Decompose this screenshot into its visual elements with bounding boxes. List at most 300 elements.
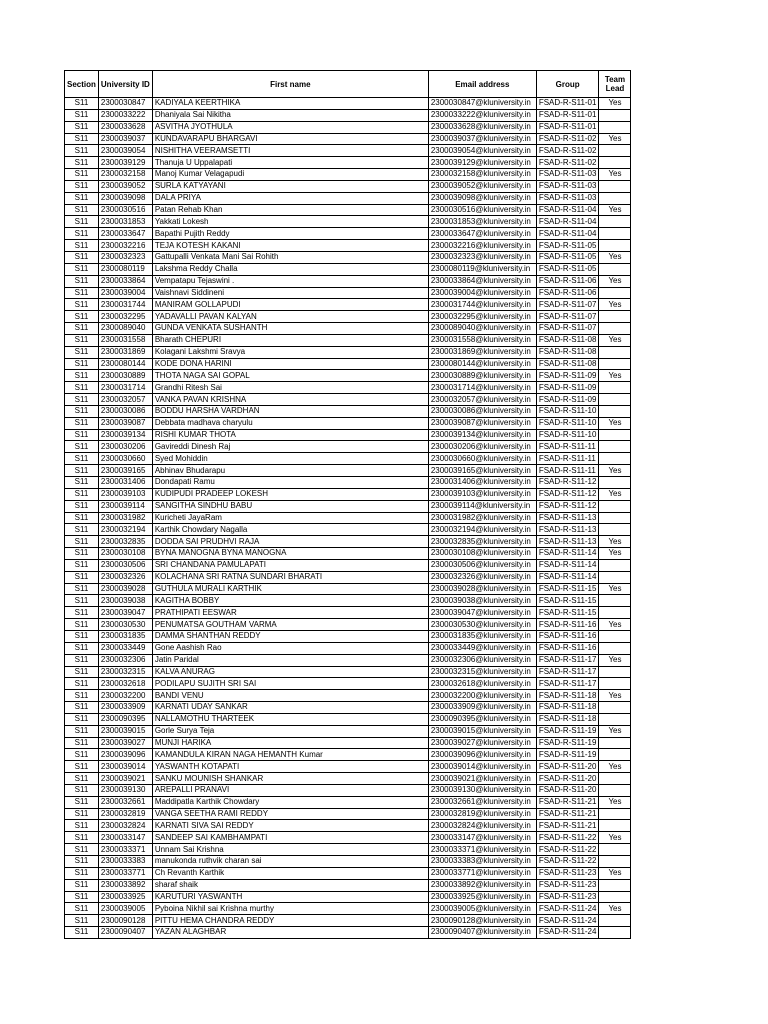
table-row	[65, 382, 631, 394]
cell-first-name: sharaf shaik	[152, 879, 428, 891]
table-row	[65, 263, 631, 275]
table-row	[65, 867, 631, 879]
cell-team-lead	[599, 773, 631, 785]
cell-group: FSAD-R-S11-17	[536, 654, 599, 666]
cell-first-name: Lakshma Reddy Challa	[152, 263, 428, 275]
cell-team-lead: Yes	[599, 204, 631, 216]
cell-team-lead	[599, 595, 631, 607]
cell-team-lead: Yes	[599, 334, 631, 346]
cell-team-lead	[599, 382, 631, 394]
cell-first-name: THOTA NAGA SAI GOPAL	[152, 370, 428, 382]
cell-first-name: Gorle Surya Teja	[152, 725, 428, 737]
cell-university-id: 2300039098	[98, 192, 152, 204]
cell-group: FSAD-R-S11-18	[536, 702, 599, 714]
cell-university-id: 2300039103	[98, 488, 152, 500]
table-row	[65, 441, 631, 453]
cell-section: S11	[65, 169, 99, 181]
table-row	[65, 559, 631, 571]
cell-group: FSAD-R-S11-07	[536, 311, 599, 323]
cell-first-name: Syed Mohiddin	[152, 453, 428, 465]
cell-section: S11	[65, 394, 99, 406]
cell-group: FSAD-R-S11-18	[536, 713, 599, 725]
cell-team-lead	[599, 358, 631, 370]
cell-section: S11	[65, 133, 99, 145]
cell-email: 2300031744@kluniversity.in	[428, 299, 536, 311]
cell-team-lead	[599, 323, 631, 335]
cell-university-id: 2300030530	[98, 619, 152, 631]
table-row	[65, 915, 631, 927]
cell-university-id: 2300030889	[98, 370, 152, 382]
cell-section: S11	[65, 548, 99, 560]
table-row	[65, 737, 631, 749]
table-row	[65, 879, 631, 891]
cell-first-name: GUNDA VENKATA SUSHANTH	[152, 323, 428, 335]
cell-university-id: 2300031869	[98, 346, 152, 358]
cell-university-id: 2300039096	[98, 749, 152, 761]
cell-section: S11	[65, 844, 99, 856]
cell-first-name: SURLA KATYAYANI	[152, 180, 428, 192]
cell-group: FSAD-R-S11-04	[536, 228, 599, 240]
cell-university-id: 2300033449	[98, 642, 152, 654]
cell-team-lead	[599, 240, 631, 252]
cell-first-name: KOLACHANA SRI RATNA SUNDARI BHARATI	[152, 571, 428, 583]
cell-email: 2300033383@kluniversity.in	[428, 856, 536, 868]
table-row	[65, 323, 631, 335]
cell-university-id: 2300033628	[98, 121, 152, 133]
table-row	[65, 749, 631, 761]
cell-first-name: Bapathi Pujith Reddy	[152, 228, 428, 240]
cell-section: S11	[65, 240, 99, 252]
cell-first-name: SANKU MOUNISH SHANKAR	[152, 773, 428, 785]
cell-team-lead	[599, 192, 631, 204]
cell-section: S11	[65, 275, 99, 287]
cell-first-name: Dondapati Ramu	[152, 477, 428, 489]
cell-university-id: 2300030506	[98, 559, 152, 571]
cell-group: FSAD-R-S11-15	[536, 595, 599, 607]
cell-group: FSAD-R-S11-01	[536, 121, 599, 133]
cell-university-id: 2300032200	[98, 690, 152, 702]
cell-section: S11	[65, 713, 99, 725]
cell-team-lead	[599, 109, 631, 121]
cell-group: FSAD-R-S11-08	[536, 358, 599, 370]
cell-section: S11	[65, 832, 99, 844]
cell-section: S11	[65, 488, 99, 500]
cell-email: 2300032216@kluniversity.in	[428, 240, 536, 252]
cell-group: FSAD-R-S11-06	[536, 275, 599, 287]
header-row	[65, 71, 631, 98]
cell-team-lead: Yes	[599, 903, 631, 915]
cell-team-lead	[599, 405, 631, 417]
cell-university-id: 2300032661	[98, 796, 152, 808]
table-row	[65, 524, 631, 536]
table-row	[65, 453, 631, 465]
cell-email: 2300030530@kluniversity.in	[428, 619, 536, 631]
cell-university-id: 2300039087	[98, 417, 152, 429]
table-row	[65, 275, 631, 287]
cell-section: S11	[65, 784, 99, 796]
cell-team-lead	[599, 820, 631, 832]
cell-section: S11	[65, 607, 99, 619]
cell-group: FSAD-R-S11-06	[536, 287, 599, 299]
table-row	[65, 927, 631, 939]
table-row	[65, 536, 631, 548]
cell-first-name: Karthik Chowdary Nagalla	[152, 524, 428, 536]
cell-group: FSAD-R-S11-22	[536, 844, 599, 856]
cell-section: S11	[65, 251, 99, 263]
cell-team-lead: Yes	[599, 832, 631, 844]
cell-section: S11	[65, 891, 99, 903]
cell-first-name: KAMANDULA KIRAN NAGA HEMANTH Kumar	[152, 749, 428, 761]
cell-first-name: RISHI KUMAR THOTA	[152, 429, 428, 441]
cell-team-lead	[599, 844, 631, 856]
cell-section: S11	[65, 773, 99, 785]
cell-university-id: 2300032158	[98, 169, 152, 181]
cell-first-name: Thanuja U Uppalapati	[152, 157, 428, 169]
cell-email: 2300039096@kluniversity.in	[428, 749, 536, 761]
cell-first-name: SANGITHA SINDHU BABU	[152, 500, 428, 512]
cell-team-lead	[599, 856, 631, 868]
cell-section: S11	[65, 571, 99, 583]
cell-university-id: 2300032315	[98, 666, 152, 678]
cell-group: FSAD-R-S11-15	[536, 607, 599, 619]
cell-section: S11	[65, 370, 99, 382]
cell-team-lead	[599, 121, 631, 133]
cell-team-lead	[599, 927, 631, 939]
cell-email: 2300039027@kluniversity.in	[428, 737, 536, 749]
table-row	[65, 145, 631, 157]
cell-group: FSAD-R-S11-10	[536, 417, 599, 429]
cell-email: 2300033371@kluniversity.in	[428, 844, 536, 856]
cell-group: FSAD-R-S11-20	[536, 773, 599, 785]
cell-first-name: DALA PRIYA	[152, 192, 428, 204]
cell-group: FSAD-R-S11-22	[536, 832, 599, 844]
cell-first-name: Gone Aashish Rao	[152, 642, 428, 654]
cell-university-id: 2300090407	[98, 927, 152, 939]
cell-university-id: 2300033892	[98, 879, 152, 891]
cell-university-id: 2300032824	[98, 820, 152, 832]
cell-university-id: 2300039027	[98, 737, 152, 749]
cell-team-lead	[599, 666, 631, 678]
cell-university-id: 2300089040	[98, 323, 152, 335]
cell-section: S11	[65, 559, 99, 571]
cell-section: S11	[65, 346, 99, 358]
header-email: Email address	[428, 71, 536, 98]
cell-section: S11	[65, 180, 99, 192]
cell-email: 2300030889@kluniversity.in	[428, 370, 536, 382]
cell-first-name: YADAVALLI PAVAN KALYAN	[152, 311, 428, 323]
cell-email: 2300033628@kluniversity.in	[428, 121, 536, 133]
table-row	[65, 784, 631, 796]
cell-email: 2300031714@kluniversity.in	[428, 382, 536, 394]
cell-section: S11	[65, 690, 99, 702]
table-row	[65, 844, 631, 856]
table-row	[65, 856, 631, 868]
table-row	[65, 311, 631, 323]
cell-first-name: KAGITHA BOBBY	[152, 595, 428, 607]
cell-email: 2300030086@kluniversity.in	[428, 405, 536, 417]
cell-email: 2300031853@kluniversity.in	[428, 216, 536, 228]
cell-university-id: 2300033925	[98, 891, 152, 903]
cell-first-name: GUTHULA MURALI KARTHIK	[152, 583, 428, 595]
cell-group: FSAD-R-S11-21	[536, 808, 599, 820]
cell-group: FSAD-R-S11-09	[536, 370, 599, 382]
cell-university-id: 2300039130	[98, 784, 152, 796]
cell-team-lead	[599, 157, 631, 169]
table-row	[65, 773, 631, 785]
cell-university-id: 2300039054	[98, 145, 152, 157]
table-row	[65, 417, 631, 429]
cell-group: FSAD-R-S11-03	[536, 169, 599, 181]
cell-email: 2300032819@kluniversity.in	[428, 808, 536, 820]
cell-email: 2300031835@kluniversity.in	[428, 630, 536, 642]
cell-first-name: AREPALLI PRANAVI	[152, 784, 428, 796]
table-row	[65, 630, 631, 642]
cell-first-name: YAZAN ALAGHBAR	[152, 927, 428, 939]
cell-group: FSAD-R-S11-09	[536, 382, 599, 394]
cell-university-id: 2300039014	[98, 761, 152, 773]
cell-university-id: 2300039004	[98, 287, 152, 299]
cell-first-name: Debbata madhava charyulu	[152, 417, 428, 429]
cell-first-name: Kuricheti JayaRam	[152, 512, 428, 524]
cell-first-name: VANKA PAVAN KRISHNA	[152, 394, 428, 406]
cell-team-lead	[599, 607, 631, 619]
cell-first-name: PRATHIPATI EESWAR	[152, 607, 428, 619]
cell-section: S11	[65, 109, 99, 121]
cell-team-lead: Yes	[599, 488, 631, 500]
cell-group: FSAD-R-S11-16	[536, 630, 599, 642]
cell-university-id: 2300032326	[98, 571, 152, 583]
cell-section: S11	[65, 654, 99, 666]
cell-email: 2300080144@kluniversity.in	[428, 358, 536, 370]
cell-email: 2300032661@kluniversity.in	[428, 796, 536, 808]
cell-university-id: 2300032618	[98, 678, 152, 690]
cell-section: S11	[65, 867, 99, 879]
table-row	[65, 642, 631, 654]
cell-university-id: 2300039015	[98, 725, 152, 737]
cell-first-name: NISHITHA VEERAMSETTI	[152, 145, 428, 157]
cell-university-id: 2300090395	[98, 713, 152, 725]
cell-section: S11	[65, 761, 99, 773]
cell-email: 2300030516@kluniversity.in	[428, 204, 536, 216]
cell-group: FSAD-R-S11-04	[536, 204, 599, 216]
cell-email: 2300031558@kluniversity.in	[428, 334, 536, 346]
cell-email: 2300039028@kluniversity.in	[428, 583, 536, 595]
cell-group: FSAD-R-S11-09	[536, 394, 599, 406]
cell-university-id: 2300039047	[98, 607, 152, 619]
cell-team-lead	[599, 749, 631, 761]
cell-group: FSAD-R-S11-17	[536, 666, 599, 678]
table-row	[65, 725, 631, 737]
cell-section: S11	[65, 630, 99, 642]
cell-section: S11	[65, 619, 99, 631]
cell-first-name: Abhinav Bhudarapu	[152, 465, 428, 477]
cell-team-lead: Yes	[599, 725, 631, 737]
cell-university-id: 2300033647	[98, 228, 152, 240]
cell-team-lead	[599, 477, 631, 489]
cell-team-lead	[599, 524, 631, 536]
cell-section: S11	[65, 702, 99, 714]
cell-team-lead: Yes	[599, 536, 631, 548]
cell-university-id: 2300033771	[98, 867, 152, 879]
cell-email: 2300039015@kluniversity.in	[428, 725, 536, 737]
cell-email: 2300032200@kluniversity.in	[428, 690, 536, 702]
cell-group: FSAD-R-S11-07	[536, 299, 599, 311]
cell-email: 2300039014@kluniversity.in	[428, 761, 536, 773]
cell-group: FSAD-R-S11-11	[536, 453, 599, 465]
cell-first-name: DODDA SAI PRUDHVI RAJA	[152, 536, 428, 548]
table-row	[65, 216, 631, 228]
cell-email: 2300090128@kluniversity.in	[428, 915, 536, 927]
cell-university-id: 2300032057	[98, 394, 152, 406]
cell-team-lead	[599, 500, 631, 512]
cell-team-lead	[599, 737, 631, 749]
cell-university-id: 2300031406	[98, 477, 152, 489]
cell-section: S11	[65, 429, 99, 441]
table-row	[65, 287, 631, 299]
cell-group: FSAD-R-S11-24	[536, 915, 599, 927]
table-row	[65, 619, 631, 631]
cell-university-id: 2300032306	[98, 654, 152, 666]
cell-first-name: Maddipatla Karthik Chowdary	[152, 796, 428, 808]
cell-section: S11	[65, 512, 99, 524]
cell-section: S11	[65, 595, 99, 607]
cell-university-id: 2300030847	[98, 98, 152, 110]
cell-email: 2300033647@kluniversity.in	[428, 228, 536, 240]
cell-email: 2300039114@kluniversity.in	[428, 500, 536, 512]
cell-email: 2300032315@kluniversity.in	[428, 666, 536, 678]
cell-team-lead	[599, 180, 631, 192]
cell-university-id: 2300039114	[98, 500, 152, 512]
cell-university-id: 2300030516	[98, 204, 152, 216]
table-row	[65, 204, 631, 216]
cell-first-name: KODE DONA HARINI	[152, 358, 428, 370]
table-row	[65, 500, 631, 512]
cell-team-lead	[599, 559, 631, 571]
cell-email: 2300080119@kluniversity.in	[428, 263, 536, 275]
cell-email: 2300032306@kluniversity.in	[428, 654, 536, 666]
cell-first-name: Unnam Sai Krishna	[152, 844, 428, 856]
cell-team-lead	[599, 287, 631, 299]
cell-first-name: NALLAMOTHU THARTEEK	[152, 713, 428, 725]
cell-university-id: 2300033383	[98, 856, 152, 868]
cell-group: FSAD-R-S11-24	[536, 903, 599, 915]
cell-team-lead	[599, 808, 631, 820]
cell-team-lead	[599, 571, 631, 583]
cell-section: S11	[65, 666, 99, 678]
cell-university-id: 2300032295	[98, 311, 152, 323]
table-row	[65, 121, 631, 133]
cell-section: S11	[65, 903, 99, 915]
cell-team-lead	[599, 784, 631, 796]
cell-team-lead: Yes	[599, 548, 631, 560]
cell-team-lead	[599, 512, 631, 524]
cell-group: FSAD-R-S11-24	[536, 927, 599, 939]
cell-group: FSAD-R-S11-22	[536, 856, 599, 868]
cell-section: S11	[65, 263, 99, 275]
header-section: Section	[65, 71, 99, 98]
cell-first-name: KUNDAVARAPU BHARGAVI	[152, 133, 428, 145]
table-row	[65, 666, 631, 678]
cell-group: FSAD-R-S11-16	[536, 619, 599, 631]
cell-group: FSAD-R-S11-19	[536, 737, 599, 749]
cell-university-id: 2300039052	[98, 180, 152, 192]
cell-team-lead	[599, 915, 631, 927]
cell-team-lead: Yes	[599, 867, 631, 879]
cell-team-lead	[599, 216, 631, 228]
cell-group: FSAD-R-S11-12	[536, 500, 599, 512]
cell-email: 2300031406@kluniversity.in	[428, 477, 536, 489]
cell-email: 2300032057@kluniversity.in	[428, 394, 536, 406]
cell-section: S11	[65, 879, 99, 891]
cell-group: FSAD-R-S11-08	[536, 346, 599, 358]
cell-team-lead	[599, 678, 631, 690]
cell-team-lead	[599, 263, 631, 275]
cell-team-lead	[599, 441, 631, 453]
table-row	[65, 607, 631, 619]
cell-university-id: 2300032194	[98, 524, 152, 536]
cell-email: 2300039052@kluniversity.in	[428, 180, 536, 192]
cell-team-lead: Yes	[599, 98, 631, 110]
header-group: Group	[536, 71, 599, 98]
cell-university-id: 2300030660	[98, 453, 152, 465]
cell-section: S11	[65, 927, 99, 939]
cell-first-name: Jatin Paridal	[152, 654, 428, 666]
cell-first-name: BANDI VENU	[152, 690, 428, 702]
cell-university-id: 2300030108	[98, 548, 152, 560]
cell-university-id: 2300090128	[98, 915, 152, 927]
table-row	[65, 654, 631, 666]
cell-group: FSAD-R-S11-10	[536, 405, 599, 417]
header-university-id: University ID	[98, 71, 152, 98]
table-row	[65, 465, 631, 477]
cell-university-id: 2300039028	[98, 583, 152, 595]
cell-first-name: MANIRAM GOLLAPUDI	[152, 299, 428, 311]
cell-university-id: 2300039038	[98, 595, 152, 607]
cell-group: FSAD-R-S11-02	[536, 133, 599, 145]
cell-team-lead	[599, 879, 631, 891]
cell-email: 2300039129@kluniversity.in	[428, 157, 536, 169]
cell-team-lead: Yes	[599, 690, 631, 702]
cell-group: FSAD-R-S11-08	[536, 334, 599, 346]
cell-group: FSAD-R-S11-01	[536, 98, 599, 110]
cell-first-name: KARNATI SIVA SAI REDDY	[152, 820, 428, 832]
cell-first-name: manukonda ruthvik charan sai	[152, 856, 428, 868]
cell-email: 2300033892@kluniversity.in	[428, 879, 536, 891]
cell-section: S11	[65, 157, 99, 169]
cell-university-id: 2300032323	[98, 251, 152, 263]
cell-team-lead	[599, 346, 631, 358]
cell-email: 2300032194@kluniversity.in	[428, 524, 536, 536]
table-row	[65, 228, 631, 240]
table-row	[65, 370, 631, 382]
cell-email: 2300039004@kluniversity.in	[428, 287, 536, 299]
cell-university-id: 2300032216	[98, 240, 152, 252]
cell-email: 2300090407@kluniversity.in	[428, 927, 536, 939]
cell-team-lead: Yes	[599, 370, 631, 382]
cell-email: 2300033864@kluniversity.in	[428, 275, 536, 287]
cell-email: 2300033147@kluniversity.in	[428, 832, 536, 844]
cell-first-name: KADIYALA KEERTHIKA	[152, 98, 428, 110]
table-row	[65, 394, 631, 406]
cell-university-id: 2300031982	[98, 512, 152, 524]
table-row	[65, 761, 631, 773]
cell-university-id: 2300031558	[98, 334, 152, 346]
table-row	[65, 334, 631, 346]
cell-group: FSAD-R-S11-11	[536, 465, 599, 477]
cell-university-id: 2300032835	[98, 536, 152, 548]
cell-group: FSAD-R-S11-19	[536, 749, 599, 761]
cell-university-id: 2300031744	[98, 299, 152, 311]
